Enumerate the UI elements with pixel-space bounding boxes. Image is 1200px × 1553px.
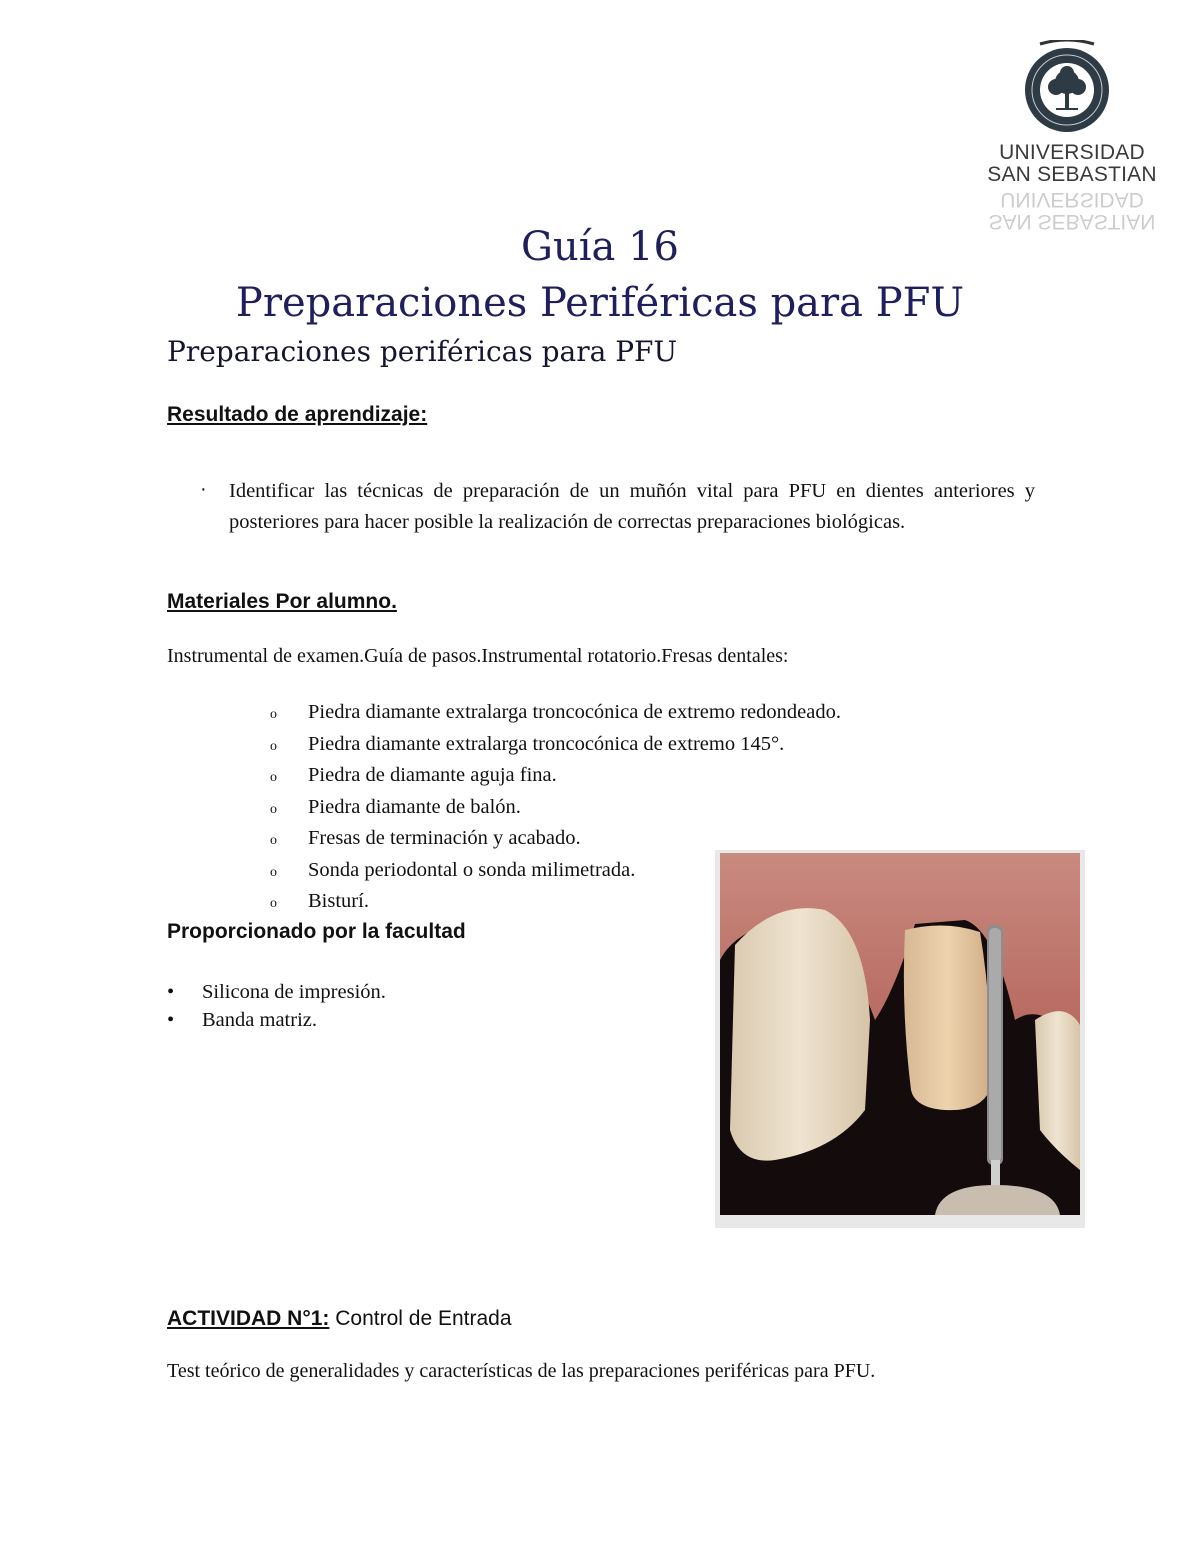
activity-description: Test teórico de generalidades y características de las preparaciones periféricas para PFU. bbox=[167, 1360, 876, 1382]
logo-wordmark-reflection: SAN SEBASTIAN UNIVERSIDAD bbox=[988, 188, 1156, 233]
list-item: o Bisturí. bbox=[270, 890, 369, 912]
university-logo bbox=[968, 40, 1173, 240]
faculty-list bbox=[167, 978, 386, 1034]
list-item: • Silicona de impresión. bbox=[167, 981, 386, 1003]
university-seal-icon bbox=[1020, 40, 1114, 134]
list-item: • Banda matriz. bbox=[167, 1009, 317, 1031]
list-item: o Fresas de terminación y acabado. bbox=[270, 827, 581, 849]
list-item: o Piedra de diamante aguja fina. bbox=[270, 764, 557, 786]
activity-heading: ACTIVIDAD N°1: Control de Entrada bbox=[167, 1307, 512, 1330]
tooth-preparation-photo bbox=[715, 850, 1085, 1228]
materials-intro: Instrumental de examen.Guía de pasos.Instrumental rotatorio.Fresas dentales: bbox=[167, 645, 789, 667]
list-item: o Piedra diamante de balón. bbox=[270, 795, 521, 818]
learning-outcome-heading: Resultado de aprendizaje: bbox=[167, 403, 428, 426]
guide-number: Guía 16 bbox=[521, 224, 679, 270]
list-item: o Piedra diamante extralarga troncocónica de extremo 145°. bbox=[270, 732, 785, 755]
learning-outcome-item: Identificar las técnicas de preparación de un muñón vital para PFU en dientes anteriores y posteriores para hacer posible la realización de correctas preparaciones biológicas. bbox=[229, 480, 1035, 533]
logo-wordmark: UNIVERSIDAD SAN SEBASTIAN bbox=[987, 141, 1157, 186]
page-subtitle: Preparaciones periféricas para PFU bbox=[167, 335, 678, 368]
page-title: Preparaciones Periféricas para PFU bbox=[235, 280, 965, 326]
list-item: o Piedra diamante extralarga troncocónica de extremo redondeado. bbox=[270, 701, 841, 723]
list-item: o Sonda periodontal o sonda milimetrada. bbox=[270, 858, 636, 881]
materials-heading: Materiales Por alumno. bbox=[167, 590, 397, 613]
bullet-marker: · bbox=[200, 478, 207, 500]
faculty-heading: Proporcionado por la facultad bbox=[167, 920, 466, 943]
